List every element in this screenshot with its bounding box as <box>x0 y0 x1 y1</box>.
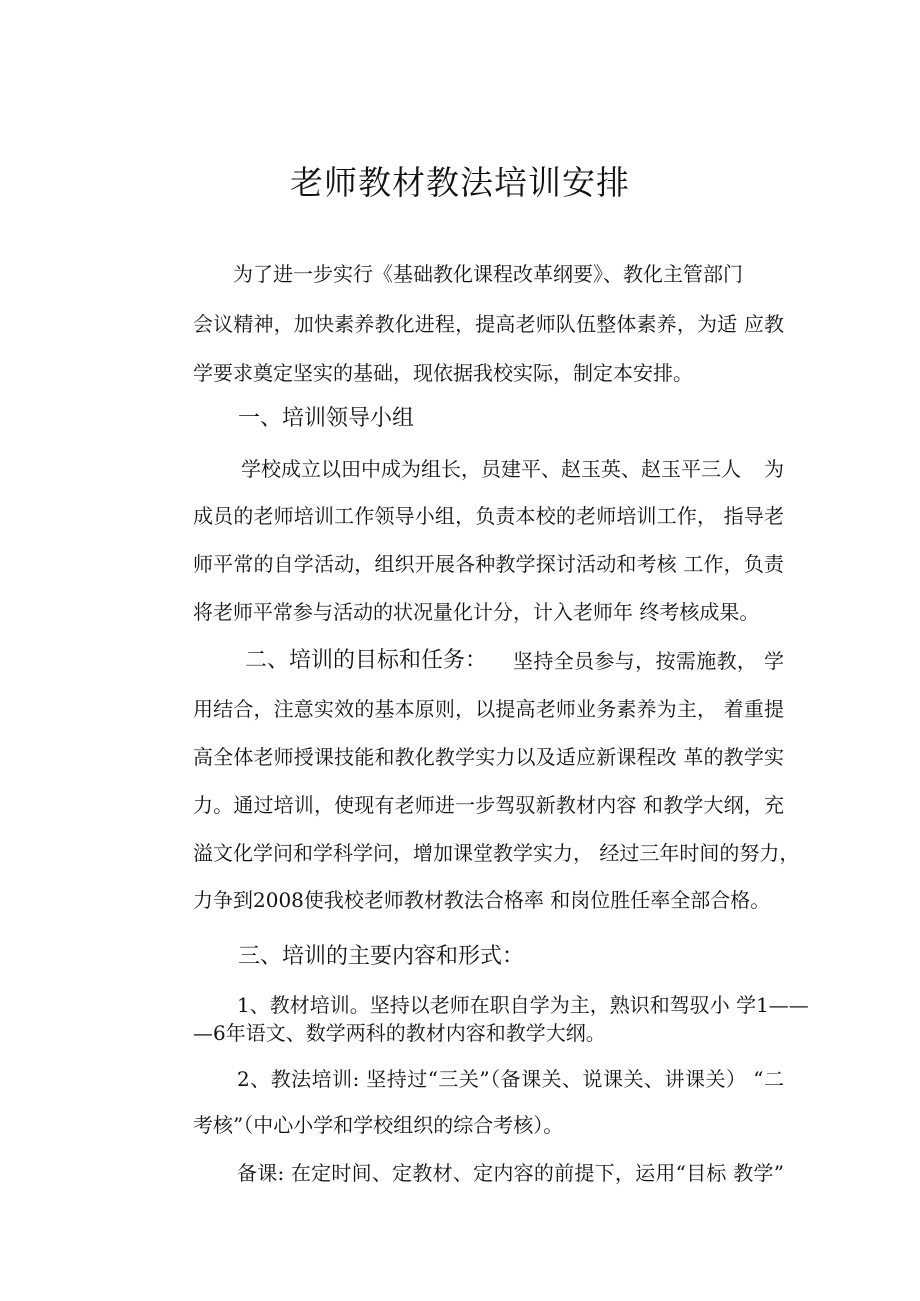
section3-item2-line-2: 考核”（中心小学和学校组织的综合考核）。 <box>193 1113 564 1137</box>
section2-line-3: 高全体老师授课技能和教化教学实力以及适应新课程改 革的教学实 <box>193 745 784 769</box>
section2-line-4: 力。通过培训，使现有老师进一步驾驭新教材内容 和教学大纲，充 <box>193 793 784 817</box>
section1-line-1-tail: 为 <box>764 457 784 481</box>
section1-line-2: 成员的老师培训工作领导小组，负责本校的老师培训工作， 指导老 <box>193 504 784 528</box>
section3-item3-line-1: 备课: 在定时间、定教材、定内容的前提下，运用“目标 教学” <box>237 1161 784 1185</box>
section1-line-1: 学校成立以田中成为组长，员建平、赵玉英、赵玉平三人 <box>241 457 741 481</box>
document-title: 老师教材教法培训安排 <box>290 163 630 202</box>
section3-item2-line-1: 2、教法培训: 坚持过“三关”（备课关、说课关、讲课关） “二 <box>237 1067 784 1091</box>
section1-line-4: 将老师平常参与活动的状况量化计分，计入老师年 终考核成果。 <box>193 600 760 624</box>
section3-item1-line-1: 1、教材培训。坚持以老师在职自学为主，熟识和驾驭小 学1—— <box>237 993 809 1017</box>
section3-item1-line-2: —6年语文、数学两科的教材内容和教学大纲。 <box>193 1021 606 1045</box>
intro-line-2: 会议精神，加快素养教化进程，提高老师队伍整体素养，为适 应教 <box>193 312 784 336</box>
section2-line-2: 用结合，注意实效的基本原则，以提高老师业务素养为主， 着重提 <box>193 697 784 721</box>
intro-line-1: 为了进一步实行《基础教化课程改革纲要》、教化主管部门 <box>233 262 743 286</box>
intro-line-3: 学要求奠定坚实的基础，现依据我校实际，制定本安排。 <box>193 361 693 385</box>
section1-heading: 一、培训领导小组 <box>238 406 415 431</box>
section2-line-5: 溢文化学问和学科学问，增加课堂教学实力， 经过三年时间的努力， <box>193 841 800 865</box>
section2-heading: 二、培训的目标和任务： <box>245 648 488 673</box>
section1-line-3: 师平常的自学活动，组织开展各种教学探讨活动和考核 工作，负责 <box>193 552 784 576</box>
section2-line-1-rest: 坚持全员参与，按需施教， 学 <box>513 649 784 673</box>
section3-heading: 三、培训的主要内容和形式： <box>238 944 525 969</box>
section2-line-6: 力争到2008使我校老师教材教法合格率 和岗位胜任率全部合格。 <box>193 888 771 912</box>
